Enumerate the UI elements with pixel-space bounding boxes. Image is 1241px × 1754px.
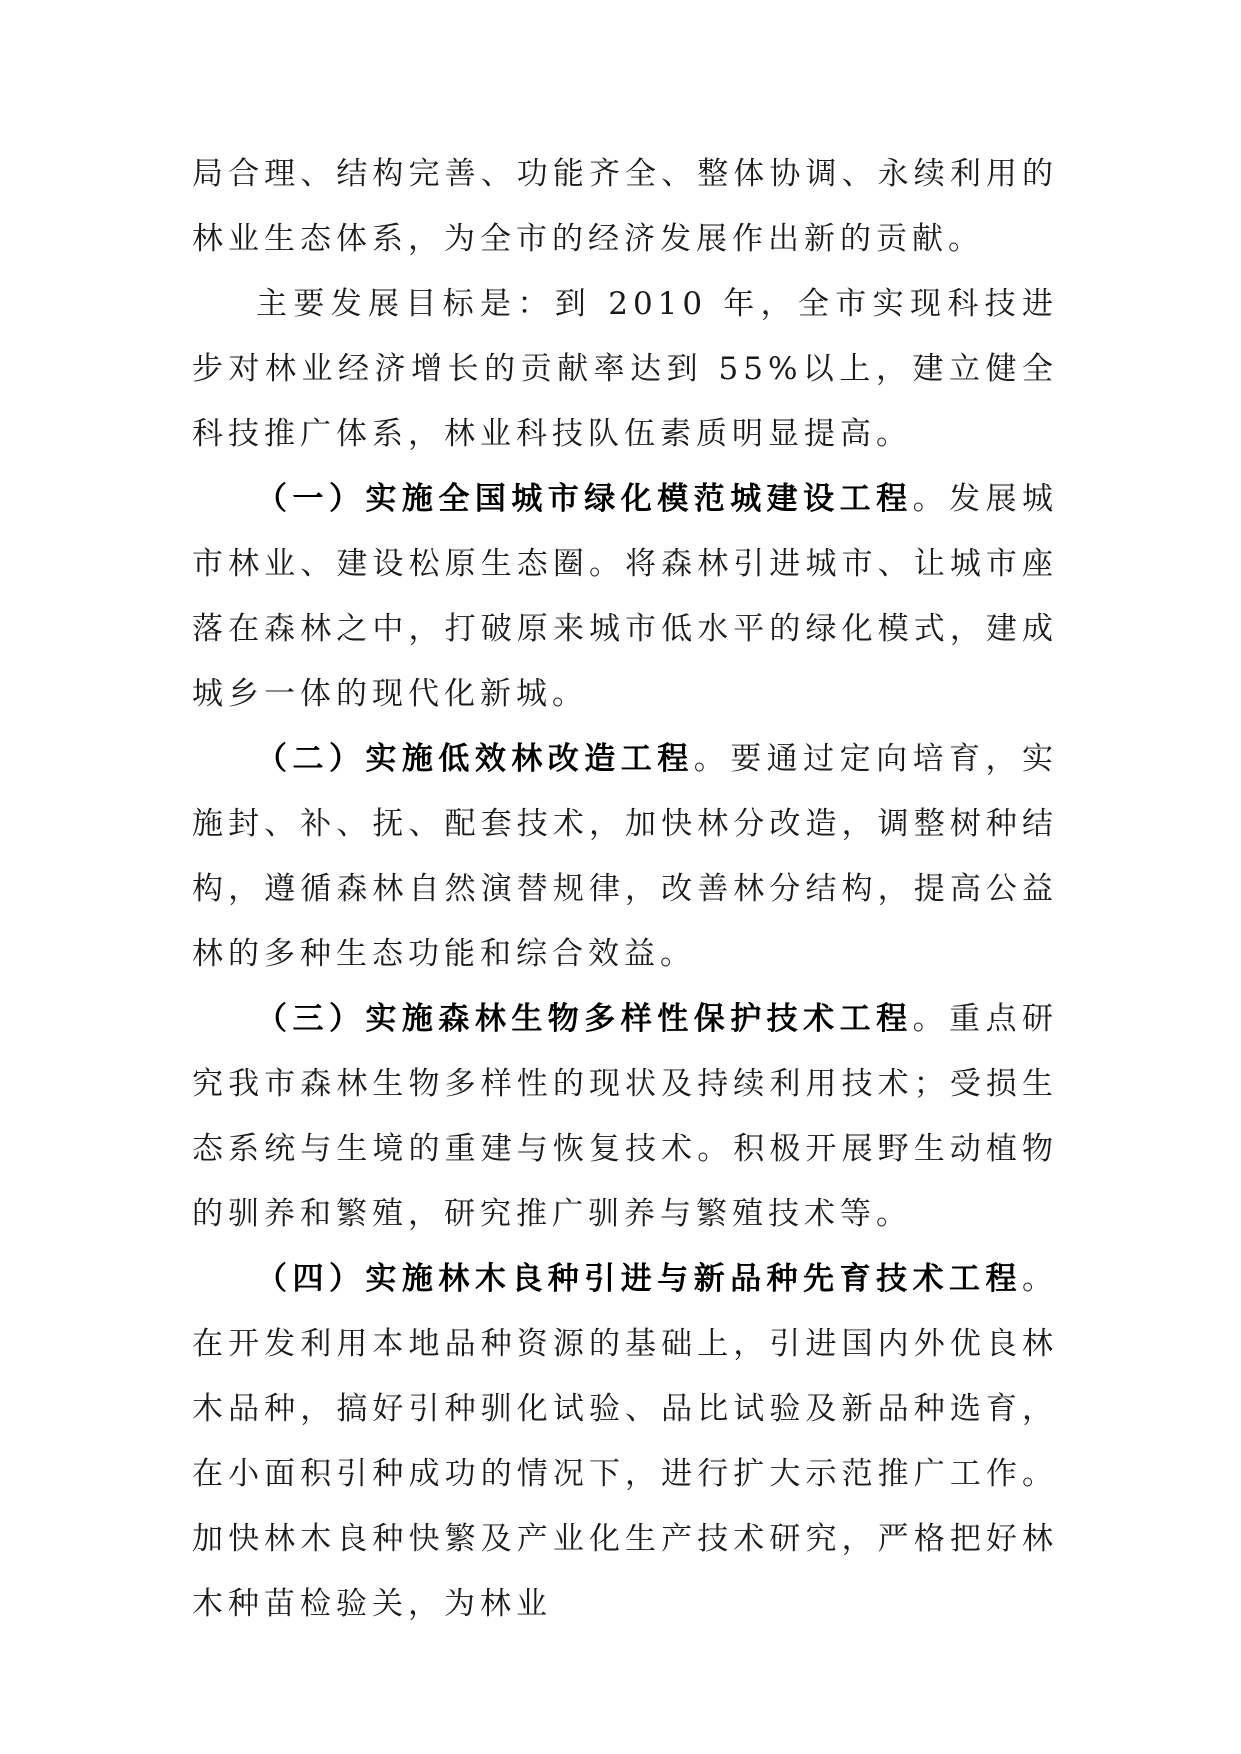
document-page — [192, 142, 1058, 1637]
section-heading: （二）实施低效林改造工程 — [256, 741, 694, 777]
paragraph-text: 。发展城市林业、建设松原生态圈。将森林引进城市、让城市座落在森林之中，打破原来城市低水平的绿化模式，建成城乡一体的现代化新城。 — [192, 481, 1059, 712]
section-heading: （三）实施森林生物多样性保护技术工程 — [256, 1001, 913, 1037]
paragraph-text: 局合理、结构完善、功能齐全、整体协调、永续利用的林业生态体系，为全市的经济发展作出新的贡献。 — [192, 156, 1058, 257]
section-heading: （四）实施林木良种引进与新品种先育技术工程 — [256, 1261, 1022, 1297]
paragraph-text: 。在开发利用本地品种资源的基础上，引进国内外优良林木品种，搞好引种驯化试验、品比试验及新品种选育，在小面积引种成功的情况下，进行扩大示范推广工作。加快林木良种快繁及产业化生产技术研究，严格把好林木种苗检验关，为林业 — [192, 1261, 1058, 1622]
paragraph-main-goals — [192, 272, 1058, 467]
paragraph-intro-continuation — [192, 142, 1058, 272]
section-heading: （一）实施全国城市绿化模范城建设工程 — [256, 481, 913, 517]
paragraph-text: 。重点研究我市森林生物多样性的现状及持续利用技术；受损生态系统与生境的重建与恢复技术。积极开展野生动植物的驯养和繁殖，研究推广驯养与繁殖技术等。 — [192, 1001, 1059, 1232]
paragraph-section-1 — [192, 467, 1058, 727]
paragraph-text: 。要通过定向培育，实施封、补、抚、配套技术，加快林分改造，调整树种结构，遵循森林自然演替规律，改善林分结构，提高公益林的多种生态功能和综合效益。 — [192, 741, 1059, 972]
paragraph-section-2 — [192, 727, 1058, 987]
paragraph-section-4 — [192, 1247, 1058, 1637]
paragraph-text: 主要发展目标是：到 2010 年，全市实现科技进步对林业经济增长的贡献率达到 55%以上，建立健全科技推广体系，林业科技队伍素质明显提高。 — [192, 286, 1058, 452]
paragraph-section-3 — [192, 987, 1058, 1247]
